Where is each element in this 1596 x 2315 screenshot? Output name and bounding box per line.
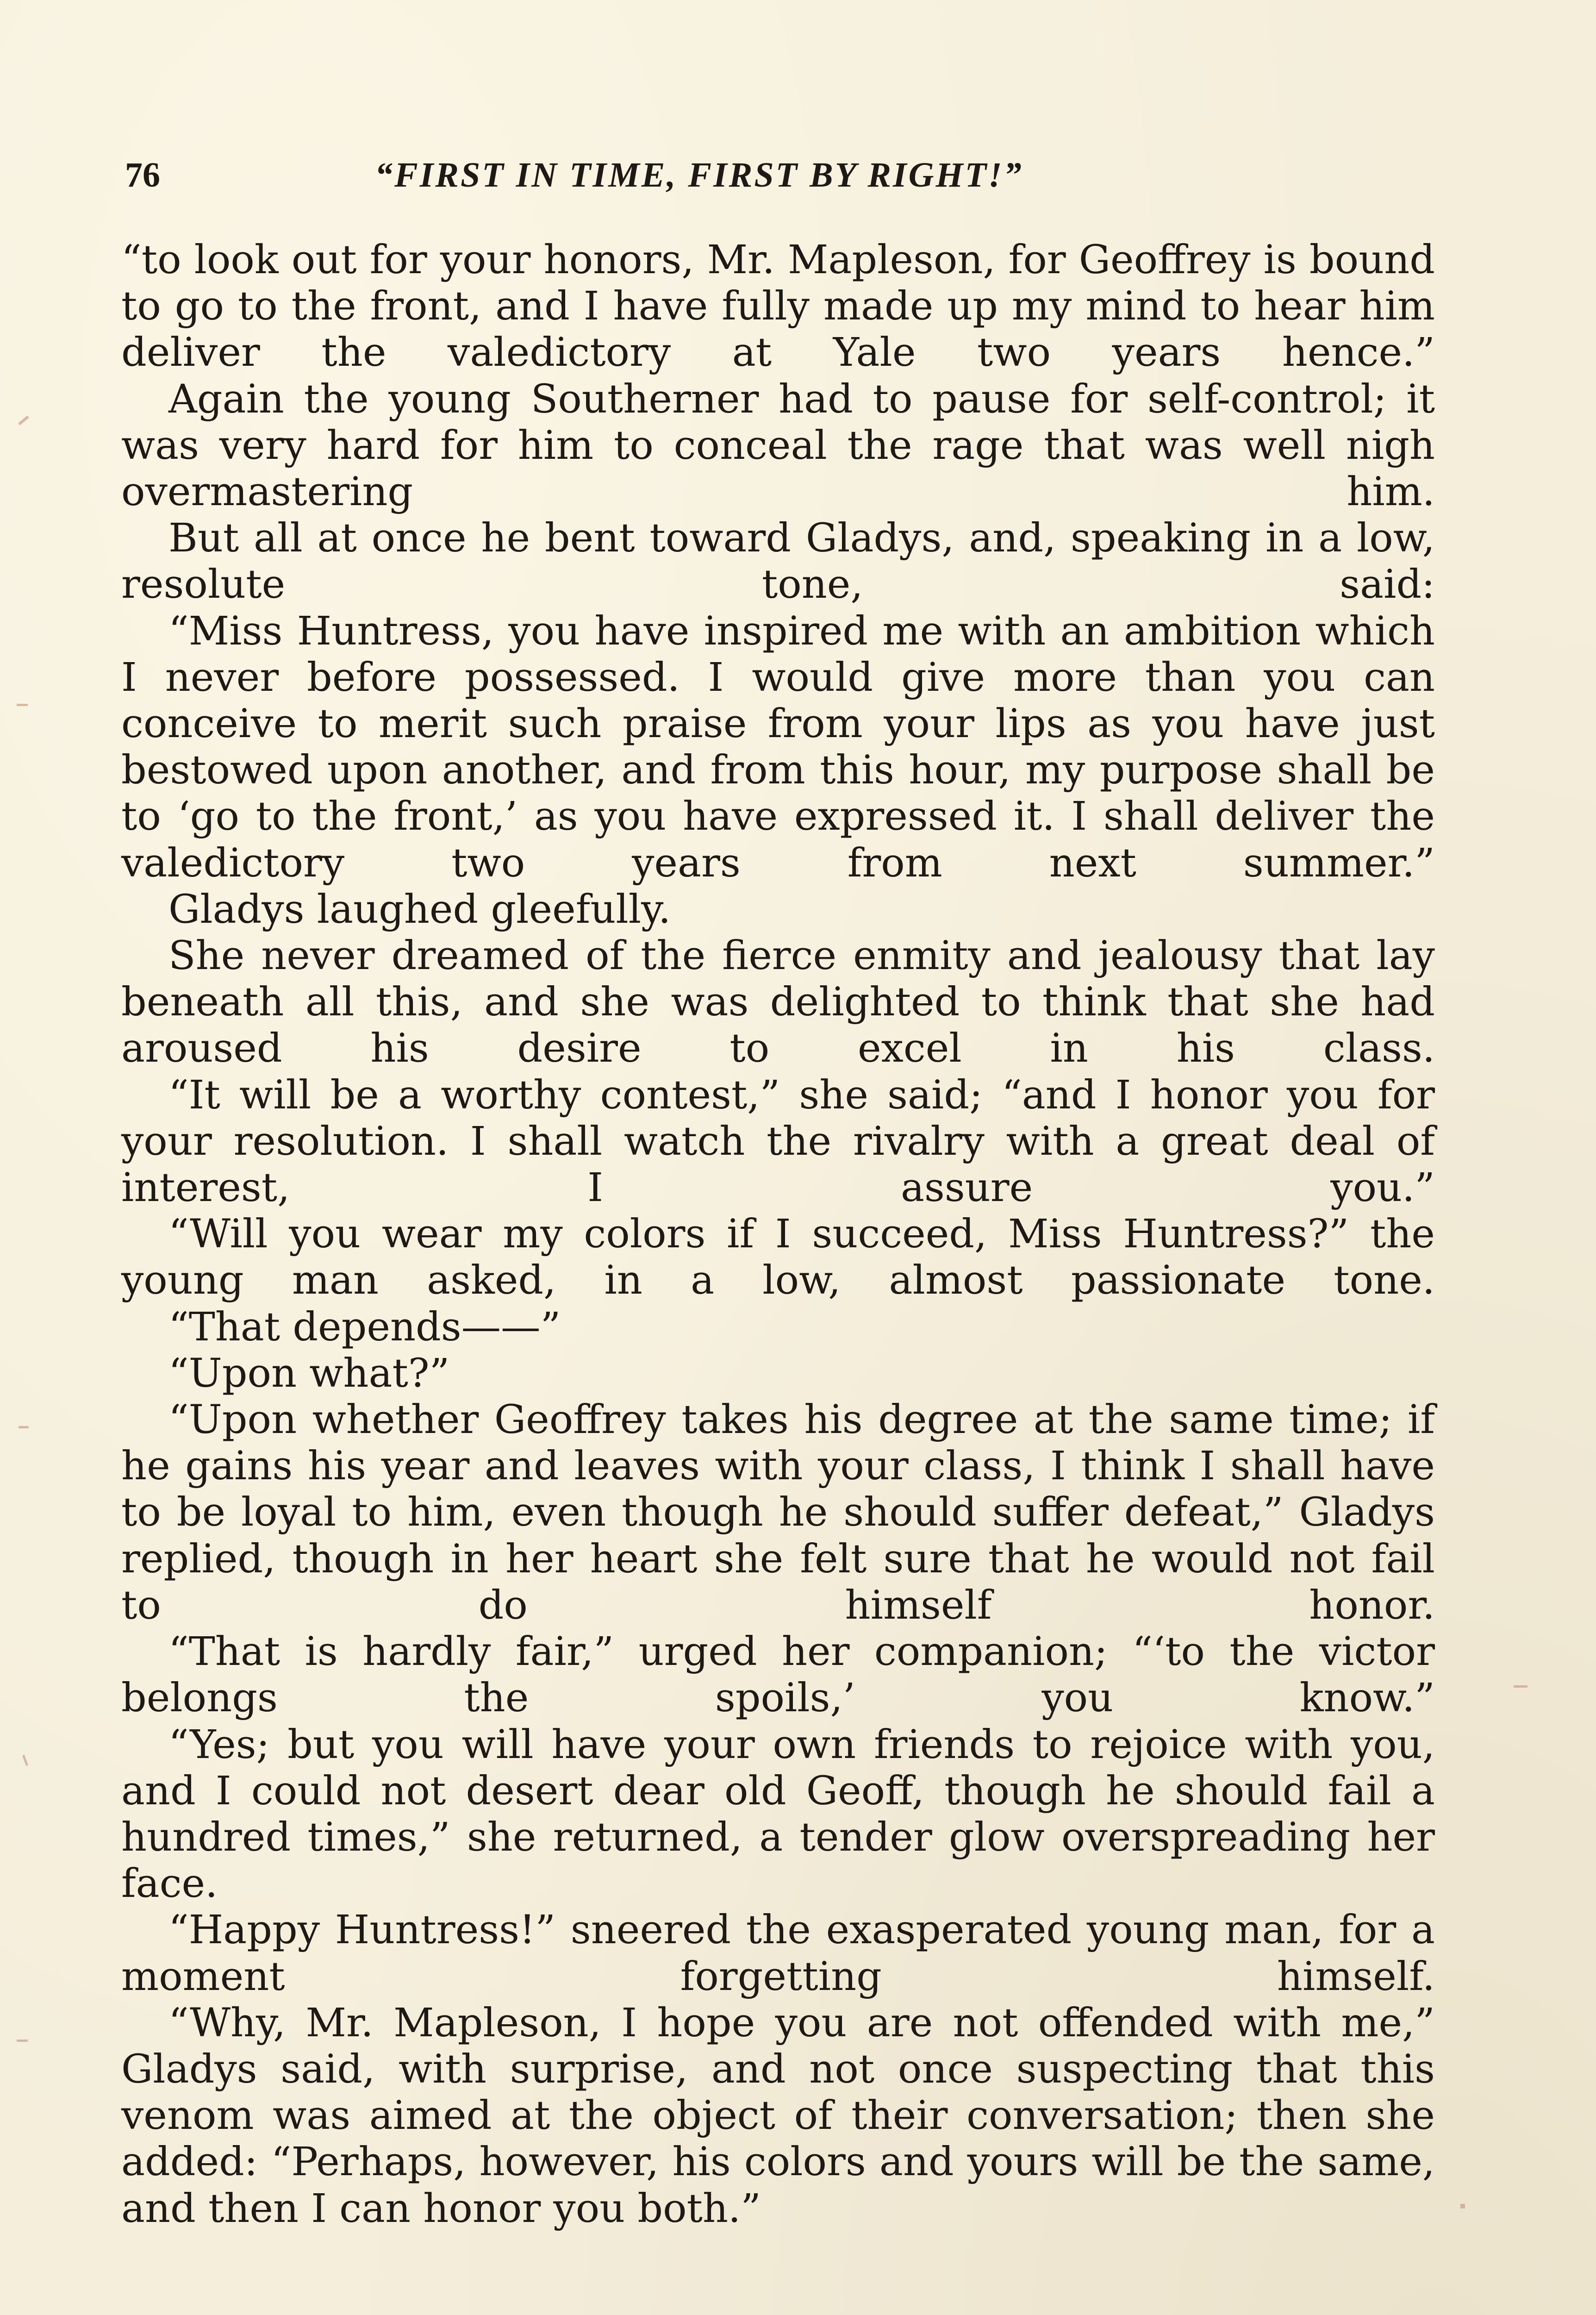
page-header	[125, 147, 1435, 203]
margin-mark	[22, 1755, 28, 1766]
page-number: 76	[125, 156, 160, 194]
paragraph: “Miss Huntress, you have inspired me with an ambition which I never before possessed. I would give more than you can conceive to merit such praise from your lips as you have just bestowed upon another, and from this hour, my purpose shall be to ‘go to the front,’ as you have expressed it. I shall deliver the valedictory two years from next summer.”	[121, 608, 1435, 886]
margin-mark	[1514, 1685, 1527, 1688]
paragraph: But all at once he bent toward Gladys, and, speaking in a low, resolute tone, said:	[121, 515, 1435, 608]
paragraph: She never dreamed of the fierce enmity and jealousy that lay beneath all this, and she was delighted to think that she had aroused his desire to excel in his class.	[121, 933, 1435, 1072]
running-title: “FIRST IN TIME, FIRST BY RIGHT!”	[375, 156, 1023, 194]
paragraph: Gladys laughed gleefully.	[168, 886, 671, 932]
margin-mark	[18, 415, 29, 425]
paragraph: “Yes; but you will have your own friends to rejoice with you, and I could not desert dear old Geoff, though he should fail a hundred times,” she returned, a tender glow overspreading her face.	[121, 1721, 1435, 1907]
paragraph: “Will you wear my colors if I succeed, Miss Huntress?” the young man asked, in a low, almost passionate tone.	[121, 1211, 1435, 1304]
paragraph: “That depends——”	[168, 1304, 561, 1350]
paragraph: “Why, Mr. Mapleson, I hope you are not offended with me,” Gladys said, with surprise, and not once suspecting that this venom was aimed at the object of their conversation; then she added: “Perhaps, however, his colors and yours will be the same, and then I can honor you both.”	[121, 2000, 1435, 2232]
margin-mark	[17, 2040, 28, 2042]
paragraph: “to look out for your honors, Mr. Mapleson, for Geoffrey is bound to go to the front, and I have fully made up my mind to hear him deliver the valedictory at Yale two years hence.”	[121, 237, 1435, 376]
paragraph: “Upon whether Geoffrey takes his degree at the same time; if he gains his year and leaves with your class, I think I shall have to be loyal to him, even though he should suffer defeat,” Gladys replied, though in her heart she felt sure that he would not fail to do himself honor.	[121, 1397, 1435, 1628]
paragraph: “That is hardly fair,” urged her companion; “‘to the victor belongs the spoils,’ you know.”	[121, 1629, 1435, 1721]
margin-mark	[17, 704, 28, 706]
margin-mark	[1460, 2204, 1465, 2209]
paragraph: “Upon what?”	[168, 1350, 450, 1396]
paragraph: “Happy Huntress!” sneered the exasperated young man, for a moment forgetting himself.	[121, 1907, 1435, 2000]
paragraph: “It will be a worthy contest,” she said; “and I honor you for your resolution. I shall watch the rivalry with a great deal of interest, I assure you.”	[121, 1072, 1435, 1211]
margin-mark	[19, 1426, 29, 1428]
paragraph: Again the young Southerner had to pause for self-control; it was very hard for him to conceal the rage that was well nigh overmastering him.	[121, 376, 1435, 515]
body-text	[121, 237, 1435, 2232]
